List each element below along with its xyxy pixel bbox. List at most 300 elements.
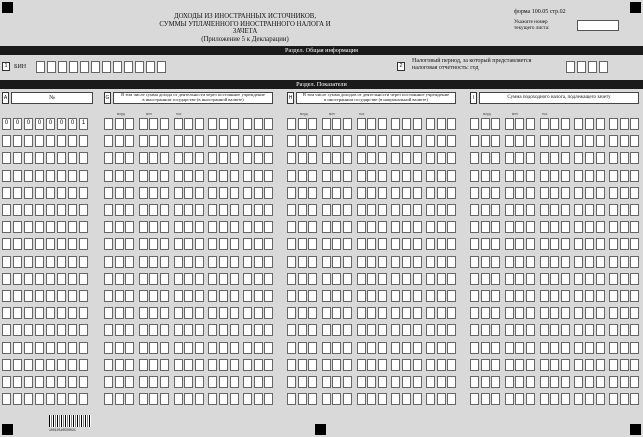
column-g-cell[interactable] <box>264 273 273 285</box>
row-number-cell[interactable] <box>46 135 55 147</box>
column-g-cell[interactable] <box>208 324 217 336</box>
row-number-cell[interactable] <box>35 135 44 147</box>
column-h-cell[interactable] <box>343 170 352 182</box>
column-g-cell[interactable] <box>264 204 273 216</box>
column-h-cell[interactable] <box>343 307 352 319</box>
column-h-cell[interactable] <box>287 307 296 319</box>
column-g-cell[interactable] <box>160 170 169 182</box>
column-h-cell[interactable] <box>308 273 317 285</box>
column-g-cell[interactable] <box>104 359 113 371</box>
column-i-cell[interactable] <box>481 324 490 336</box>
column-i-cell[interactable] <box>515 376 524 388</box>
column-i-cell[interactable] <box>585 204 594 216</box>
column-h-cell[interactable] <box>437 342 446 354</box>
column-g-cell[interactable] <box>230 273 239 285</box>
row-number-cell[interactable] <box>57 393 66 405</box>
column-i-cell[interactable] <box>540 393 549 405</box>
column-i-cell[interactable] <box>630 238 639 250</box>
column-i-cell[interactable] <box>585 221 594 233</box>
column-i-cell[interactable] <box>505 204 514 216</box>
column-h-cell[interactable] <box>322 307 331 319</box>
column-g-cell[interactable] <box>160 307 169 319</box>
column-g-cell[interactable] <box>219 187 228 199</box>
row-number-cell[interactable] <box>79 152 88 164</box>
column-i-cell[interactable] <box>574 256 583 268</box>
column-g-cell[interactable] <box>160 152 169 164</box>
row-number-cell[interactable] <box>68 290 77 302</box>
column-h-cell[interactable] <box>447 152 456 164</box>
column-h-cell[interactable] <box>308 187 317 199</box>
column-i-cell[interactable] <box>561 221 570 233</box>
row-number-cell[interactable] <box>2 376 11 388</box>
column-g-cell[interactable] <box>115 152 124 164</box>
row-number-cell[interactable] <box>68 307 77 319</box>
column-h-cell[interactable] <box>402 187 411 199</box>
column-h-cell[interactable] <box>391 187 400 199</box>
year-digit-cell[interactable] <box>577 61 586 73</box>
column-g-cell[interactable] <box>230 238 239 250</box>
column-i-cell[interactable] <box>550 290 559 302</box>
column-g-cell[interactable] <box>219 307 228 319</box>
column-i-cell[interactable] <box>526 359 535 371</box>
row-number-cell[interactable] <box>35 204 44 216</box>
column-h-cell[interactable] <box>298 152 307 164</box>
column-h-cell[interactable] <box>426 256 435 268</box>
column-g-cell[interactable] <box>208 290 217 302</box>
column-h-cell[interactable] <box>413 238 422 250</box>
column-h-cell[interactable] <box>322 238 331 250</box>
row-number-cell[interactable] <box>57 376 66 388</box>
column-i-cell[interactable] <box>620 307 629 319</box>
column-h-cell[interactable] <box>426 324 435 336</box>
column-i-cell[interactable] <box>585 324 594 336</box>
column-i-cell[interactable] <box>526 118 535 130</box>
row-number-cell[interactable] <box>57 342 66 354</box>
column-i-cell[interactable] <box>609 256 618 268</box>
column-h-cell[interactable] <box>378 290 387 302</box>
column-h-cell[interactable] <box>332 290 341 302</box>
column-h-cell[interactable] <box>357 324 366 336</box>
row-number-cell[interactable] <box>46 376 55 388</box>
column-h-cell[interactable] <box>437 307 446 319</box>
column-i-cell[interactable] <box>491 221 500 233</box>
row-number-cell[interactable] <box>79 256 88 268</box>
column-h-cell[interactable] <box>322 324 331 336</box>
column-h-cell[interactable] <box>308 221 317 233</box>
column-h-cell[interactable] <box>391 290 400 302</box>
column-g-cell[interactable] <box>264 238 273 250</box>
column-g-cell[interactable] <box>104 204 113 216</box>
row-number-cell[interactable] <box>46 359 55 371</box>
column-g-cell[interactable] <box>264 170 273 182</box>
row-number-cell[interactable]: 0 <box>68 118 77 130</box>
column-h-cell[interactable] <box>287 221 296 233</box>
column-g-cell[interactable] <box>149 324 158 336</box>
column-h-cell[interactable] <box>357 273 366 285</box>
column-h-cell[interactable] <box>402 135 411 147</box>
column-h-cell[interactable] <box>426 170 435 182</box>
column-i-cell[interactable] <box>526 135 535 147</box>
column-i-cell[interactable] <box>585 256 594 268</box>
column-g-cell[interactable] <box>184 256 193 268</box>
column-g-cell[interactable] <box>139 118 148 130</box>
column-i-cell[interactable] <box>540 273 549 285</box>
bin-digit-cell[interactable] <box>80 61 89 73</box>
row-number-cell[interactable] <box>79 273 88 285</box>
column-g-cell[interactable] <box>219 238 228 250</box>
column-i-cell[interactable] <box>630 204 639 216</box>
column-i-cell[interactable] <box>481 221 490 233</box>
row-number-cell[interactable] <box>35 359 44 371</box>
column-h-cell[interactable] <box>367 152 376 164</box>
column-i-cell[interactable] <box>630 170 639 182</box>
column-h-cell[interactable] <box>413 204 422 216</box>
column-g-cell[interactable] <box>160 238 169 250</box>
column-g-cell[interactable] <box>264 152 273 164</box>
column-i-cell[interactable] <box>505 135 514 147</box>
column-i-cell[interactable] <box>526 290 535 302</box>
column-i-cell[interactable] <box>620 135 629 147</box>
column-g-cell[interactable] <box>184 273 193 285</box>
column-g-cell[interactable] <box>149 135 158 147</box>
column-h-cell[interactable] <box>308 152 317 164</box>
row-number-cell[interactable] <box>13 256 22 268</box>
row-number-cell[interactable] <box>68 170 77 182</box>
row-number-cell[interactable] <box>35 342 44 354</box>
column-g-cell[interactable] <box>115 238 124 250</box>
column-i-cell[interactable] <box>574 273 583 285</box>
column-g-cell[interactable] <box>243 256 252 268</box>
column-g-cell[interactable] <box>219 273 228 285</box>
column-g-cell[interactable] <box>254 290 263 302</box>
column-g-cell[interactable] <box>139 135 148 147</box>
column-i-cell[interactable] <box>630 187 639 199</box>
column-i-cell[interactable] <box>609 359 618 371</box>
column-h-cell[interactable] <box>367 187 376 199</box>
column-h-cell[interactable] <box>308 359 317 371</box>
column-g-cell[interactable] <box>104 118 113 130</box>
column-g-cell[interactable] <box>174 393 183 405</box>
column-h-cell[interactable] <box>298 359 307 371</box>
column-g-cell[interactable] <box>149 307 158 319</box>
column-h-cell[interactable] <box>378 221 387 233</box>
column-g-cell[interactable] <box>195 256 204 268</box>
column-h-cell[interactable] <box>287 393 296 405</box>
row-number-cell[interactable] <box>24 342 33 354</box>
column-i-cell[interactable] <box>630 393 639 405</box>
column-g-cell[interactable] <box>104 152 113 164</box>
column-g-cell[interactable] <box>195 204 204 216</box>
column-g-cell[interactable] <box>125 290 134 302</box>
column-i-cell[interactable] <box>481 307 490 319</box>
column-i-cell[interactable] <box>630 273 639 285</box>
column-g-cell[interactable] <box>254 393 263 405</box>
row-number-cell[interactable] <box>13 135 22 147</box>
column-i-cell[interactable] <box>481 290 490 302</box>
column-g-cell[interactable] <box>195 307 204 319</box>
column-i-cell[interactable] <box>481 342 490 354</box>
column-g-cell[interactable] <box>139 170 148 182</box>
row-number-cell[interactable] <box>2 273 11 285</box>
column-i-cell[interactable] <box>630 376 639 388</box>
column-h-cell[interactable] <box>447 307 456 319</box>
column-h-cell[interactable] <box>402 290 411 302</box>
column-i-cell[interactable] <box>574 152 583 164</box>
column-g-cell[interactable] <box>139 324 148 336</box>
row-number-cell[interactable] <box>13 273 22 285</box>
column-i-cell[interactable] <box>596 187 605 199</box>
column-h-cell[interactable] <box>391 170 400 182</box>
column-h-cell[interactable] <box>367 221 376 233</box>
row-number-cell[interactable] <box>57 170 66 182</box>
column-h-cell[interactable] <box>367 290 376 302</box>
column-h-cell[interactable] <box>287 290 296 302</box>
column-h-cell[interactable] <box>343 324 352 336</box>
column-i-cell[interactable] <box>505 256 514 268</box>
column-g-cell[interactable] <box>149 204 158 216</box>
column-g-cell[interactable] <box>160 135 169 147</box>
column-g-cell[interactable] <box>243 342 252 354</box>
column-g-cell[interactable] <box>149 187 158 199</box>
column-h-cell[interactable] <box>287 204 296 216</box>
column-h-cell[interactable] <box>298 307 307 319</box>
column-i-cell[interactable] <box>620 359 629 371</box>
column-i-cell[interactable] <box>505 238 514 250</box>
column-g-cell[interactable] <box>264 393 273 405</box>
column-h-cell[interactable] <box>378 359 387 371</box>
column-i-cell[interactable] <box>550 273 559 285</box>
column-g-cell[interactable] <box>254 342 263 354</box>
column-i-cell[interactable] <box>505 273 514 285</box>
column-g-cell[interactable] <box>264 307 273 319</box>
column-h-cell[interactable] <box>378 187 387 199</box>
column-g-cell[interactable] <box>160 342 169 354</box>
column-g-cell[interactable] <box>149 152 158 164</box>
column-g-cell[interactable] <box>104 238 113 250</box>
column-h-cell[interactable] <box>378 256 387 268</box>
column-i-cell[interactable] <box>574 307 583 319</box>
column-i-cell[interactable] <box>505 376 514 388</box>
column-h-cell[interactable] <box>322 273 331 285</box>
row-number-cell[interactable] <box>57 290 66 302</box>
column-h-cell[interactable] <box>308 135 317 147</box>
column-h-cell[interactable] <box>357 359 366 371</box>
column-i-cell[interactable] <box>585 187 594 199</box>
column-i-cell[interactable] <box>596 152 605 164</box>
column-i-cell[interactable] <box>515 170 524 182</box>
column-h-cell[interactable] <box>322 342 331 354</box>
column-i-cell[interactable] <box>491 152 500 164</box>
column-i-cell[interactable] <box>550 376 559 388</box>
column-h-cell[interactable] <box>426 118 435 130</box>
column-i-cell[interactable] <box>609 170 618 182</box>
row-number-cell[interactable] <box>35 376 44 388</box>
column-i-cell[interactable] <box>585 290 594 302</box>
column-h-cell[interactable] <box>332 342 341 354</box>
column-i-cell[interactable] <box>620 118 629 130</box>
column-g-cell[interactable] <box>195 152 204 164</box>
column-h-cell[interactable] <box>447 187 456 199</box>
column-g-cell[interactable] <box>125 221 134 233</box>
column-i-cell[interactable] <box>526 376 535 388</box>
column-i-cell[interactable] <box>470 170 479 182</box>
column-g-cell[interactable] <box>184 221 193 233</box>
row-number-cell[interactable] <box>68 152 77 164</box>
column-h-cell[interactable] <box>298 170 307 182</box>
column-i-cell[interactable] <box>540 135 549 147</box>
column-g-cell[interactable] <box>254 187 263 199</box>
column-h-cell[interactable] <box>308 290 317 302</box>
column-i-cell[interactable] <box>585 170 594 182</box>
column-i-cell[interactable] <box>609 307 618 319</box>
column-i-cell[interactable] <box>540 307 549 319</box>
column-g-cell[interactable] <box>230 290 239 302</box>
bin-digit-cell[interactable] <box>157 61 166 73</box>
column-i-cell[interactable] <box>540 256 549 268</box>
column-g-cell[interactable] <box>184 238 193 250</box>
column-h-cell[interactable] <box>308 170 317 182</box>
column-i-cell[interactable] <box>620 187 629 199</box>
column-g-cell[interactable] <box>254 324 263 336</box>
row-number-cell[interactable] <box>2 221 11 233</box>
column-g-cell[interactable] <box>125 187 134 199</box>
column-i-cell[interactable] <box>515 187 524 199</box>
column-h-cell[interactable] <box>437 273 446 285</box>
column-h-cell[interactable] <box>437 393 446 405</box>
column-i-cell[interactable] <box>585 307 594 319</box>
column-i-cell[interactable] <box>561 238 570 250</box>
column-g-cell[interactable] <box>125 393 134 405</box>
column-g-cell[interactable] <box>139 307 148 319</box>
column-i-cell[interactable] <box>470 152 479 164</box>
column-g-cell[interactable] <box>208 170 217 182</box>
column-h-cell[interactable] <box>426 135 435 147</box>
column-i-cell[interactable] <box>470 187 479 199</box>
column-h-cell[interactable] <box>402 221 411 233</box>
column-i-cell[interactable] <box>609 221 618 233</box>
column-i-cell[interactable] <box>470 256 479 268</box>
column-g-cell[interactable] <box>174 118 183 130</box>
row-number-cell[interactable] <box>2 238 11 250</box>
row-number-cell[interactable] <box>79 204 88 216</box>
column-h-cell[interactable] <box>298 187 307 199</box>
column-h-cell[interactable] <box>332 204 341 216</box>
column-i-cell[interactable] <box>481 118 490 130</box>
column-i-cell[interactable] <box>540 324 549 336</box>
column-i-cell[interactable] <box>561 256 570 268</box>
column-h-cell[interactable] <box>298 376 307 388</box>
column-h-cell[interactable] <box>308 393 317 405</box>
column-i-cell[interactable] <box>561 342 570 354</box>
column-h-cell[interactable] <box>367 342 376 354</box>
column-g-cell[interactable] <box>104 170 113 182</box>
column-h-cell[interactable] <box>322 221 331 233</box>
column-i-cell[interactable] <box>540 290 549 302</box>
column-g-cell[interactable] <box>174 170 183 182</box>
row-number-cell[interactable] <box>46 342 55 354</box>
column-g-cell[interactable] <box>195 342 204 354</box>
row-number-cell[interactable] <box>79 342 88 354</box>
sheet-number-input[interactable] <box>577 20 619 31</box>
column-g-cell[interactable] <box>104 376 113 388</box>
column-g-cell[interactable] <box>243 238 252 250</box>
column-g-cell[interactable] <box>160 273 169 285</box>
column-i-cell[interactable] <box>526 324 535 336</box>
column-g-cell[interactable] <box>243 170 252 182</box>
column-g-cell[interactable] <box>208 118 217 130</box>
column-g-cell[interactable] <box>219 170 228 182</box>
column-i-cell[interactable] <box>481 273 490 285</box>
column-i-cell[interactable] <box>596 324 605 336</box>
column-h-cell[interactable] <box>287 359 296 371</box>
column-h-cell[interactable] <box>367 170 376 182</box>
column-i-cell[interactable] <box>550 135 559 147</box>
column-g-cell[interactable] <box>174 135 183 147</box>
row-number-cell[interactable] <box>79 359 88 371</box>
bin-digit-cell[interactable] <box>146 61 155 73</box>
column-g-cell[interactable] <box>104 221 113 233</box>
column-i-cell[interactable] <box>561 204 570 216</box>
column-i-cell[interactable] <box>609 238 618 250</box>
column-g-cell[interactable] <box>208 393 217 405</box>
column-i-cell[interactable] <box>620 290 629 302</box>
column-i-cell[interactable] <box>481 359 490 371</box>
column-i-cell[interactable] <box>515 273 524 285</box>
column-h-cell[interactable] <box>287 118 296 130</box>
column-h-cell[interactable] <box>357 221 366 233</box>
column-h-cell[interactable] <box>402 307 411 319</box>
column-h-cell[interactable] <box>357 307 366 319</box>
column-i-cell[interactable] <box>550 170 559 182</box>
column-i-cell[interactable] <box>585 152 594 164</box>
column-i-cell[interactable] <box>561 290 570 302</box>
column-h-cell[interactable] <box>378 342 387 354</box>
row-number-cell[interactable] <box>35 221 44 233</box>
column-g-cell[interactable] <box>125 170 134 182</box>
column-h-cell[interactable] <box>332 152 341 164</box>
column-h-cell[interactable] <box>357 187 366 199</box>
column-h-cell[interactable] <box>308 342 317 354</box>
column-g-cell[interactable] <box>208 135 217 147</box>
column-h-cell[interactable] <box>447 359 456 371</box>
row-number-cell[interactable] <box>13 342 22 354</box>
column-h-cell[interactable] <box>357 393 366 405</box>
row-number-cell[interactable] <box>2 204 11 216</box>
column-g-cell[interactable] <box>125 359 134 371</box>
column-h-cell[interactable] <box>343 204 352 216</box>
column-g-cell[interactable] <box>174 290 183 302</box>
column-i-cell[interactable] <box>561 393 570 405</box>
row-number-cell[interactable] <box>46 324 55 336</box>
column-h-cell[interactable] <box>378 273 387 285</box>
column-i-cell[interactable] <box>491 376 500 388</box>
column-g-cell[interactable] <box>174 221 183 233</box>
column-i-cell[interactable] <box>505 307 514 319</box>
column-i-cell[interactable] <box>481 256 490 268</box>
column-h-cell[interactable] <box>343 342 352 354</box>
column-g-cell[interactable] <box>219 342 228 354</box>
column-h-cell[interactable] <box>391 393 400 405</box>
column-h-cell[interactable] <box>343 273 352 285</box>
column-i-cell[interactable] <box>540 342 549 354</box>
column-h-cell[interactable] <box>413 118 422 130</box>
column-g-cell[interactable] <box>139 342 148 354</box>
column-h-cell[interactable] <box>287 376 296 388</box>
column-g-cell[interactable] <box>125 324 134 336</box>
bin-digit-cell[interactable] <box>69 61 78 73</box>
column-h-cell[interactable] <box>413 170 422 182</box>
column-i-cell[interactable] <box>550 152 559 164</box>
